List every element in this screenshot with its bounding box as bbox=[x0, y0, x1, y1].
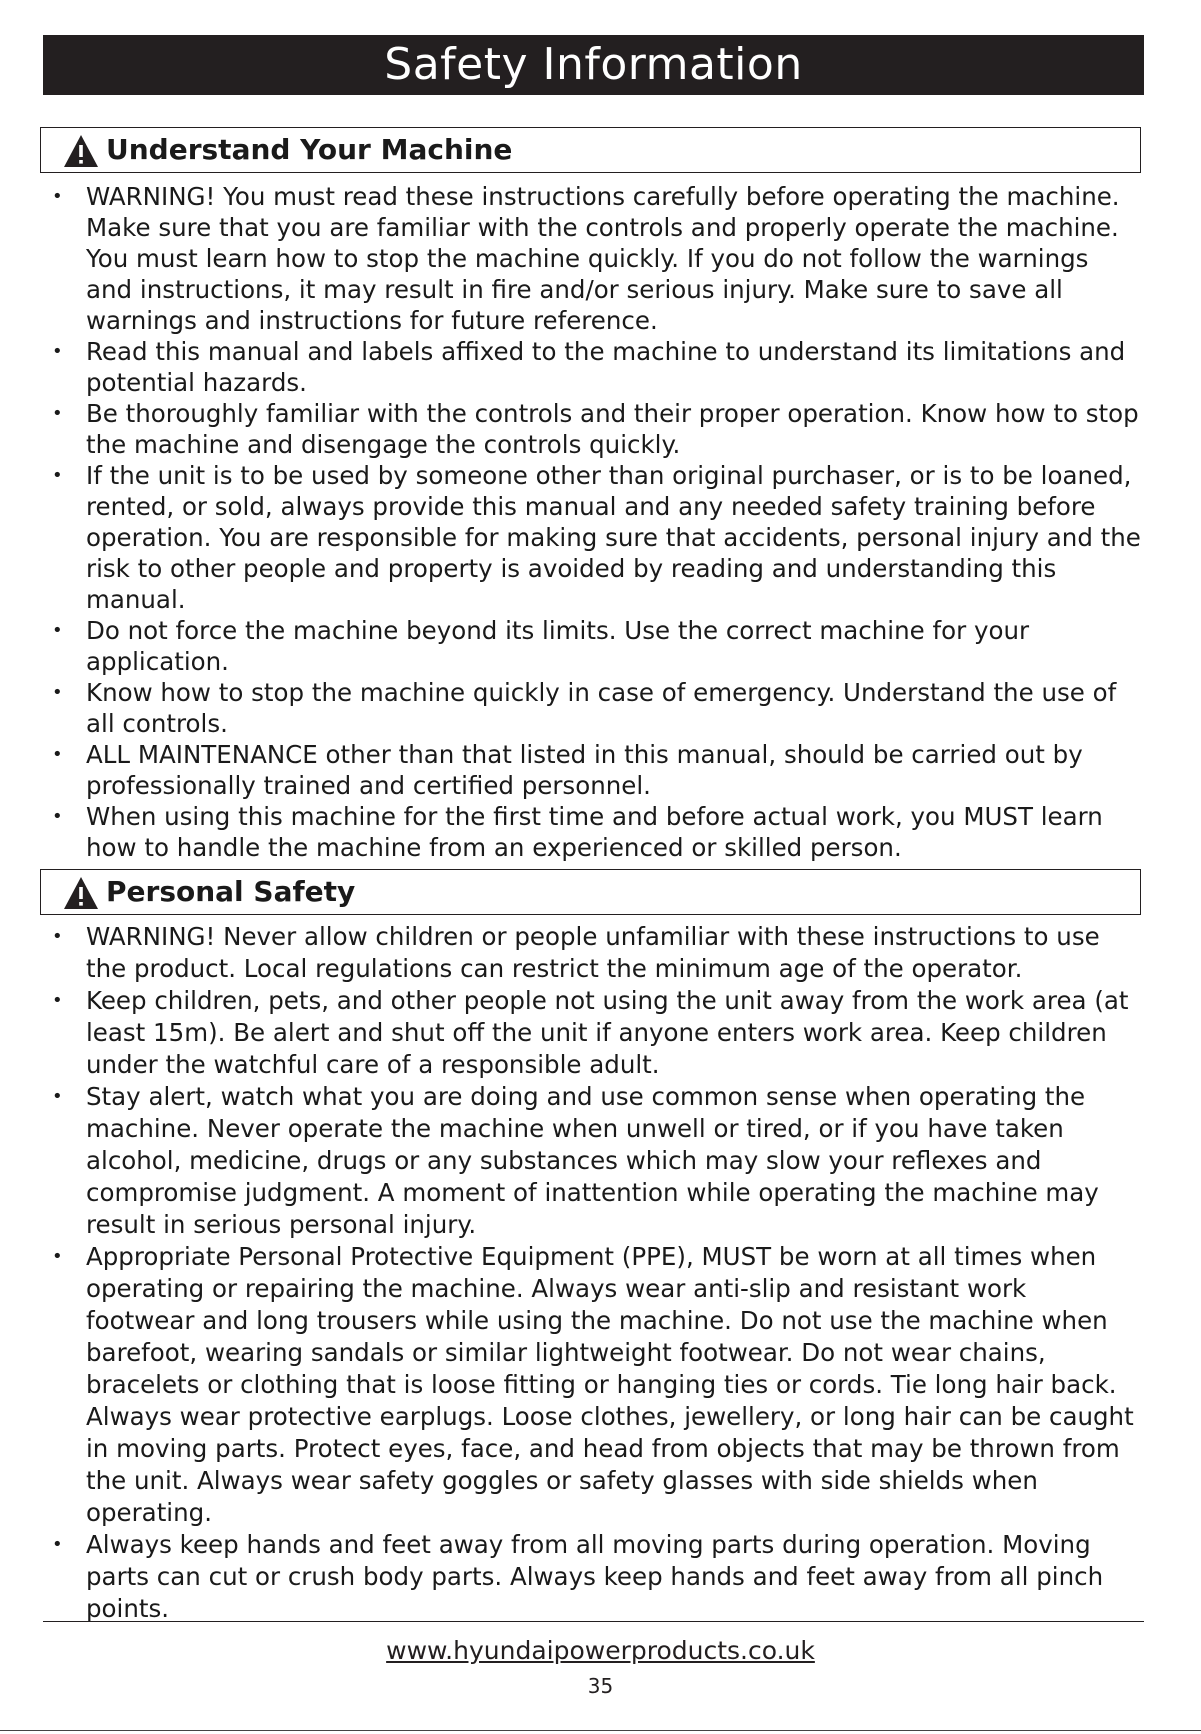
section-header-understand-your-machine bbox=[40, 127, 1141, 173]
warning-triangle-icon bbox=[63, 876, 99, 910]
page-title: Safety Information bbox=[43, 35, 1144, 95]
list-item: • Keep children, pets, and other people not using the unit away from the work area (at least 15m). Be alert and shut off the unit if anyone enters work area. Keep children under the watchful care of a responsible adult. bbox=[52, 985, 1142, 1081]
footer-website-link[interactable]: www.hyundaipowerproducts.co.uk bbox=[386, 1636, 815, 1665]
list-item: • Appropriate Personal Protective Equipment (PPE), MUST be worn at all times when operating or repairing the machine. Always wear anti-slip and resistant work footwear and long trousers while using the machine. Do not use the machine when barefoot, wearing sandals or similar lightweight footwear. Do not wear chains, bracelets or clothing that is loose fitting or hanging ties or cords. Tie long hair back. Always wear protective earplugs. Loose clothes, jewellery, or long hair can be caught in moving parts. Protect eyes, face, and head from objects that may be thrown from the unit. Always wear safety goggles or safety glasses with side shields when operating. bbox=[52, 1241, 1142, 1529]
section-header-personal-safety bbox=[40, 869, 1141, 915]
list-item: • Do not force the machine beyond its limits. Use the correct machine for your application. bbox=[52, 615, 1142, 677]
footer-divider bbox=[43, 1621, 1144, 1622]
warning-triangle-icon bbox=[63, 134, 99, 168]
list-item: • Know how to stop the machine quickly in case of emergency. Understand the use of all controls. bbox=[52, 677, 1142, 739]
list-item: • Read this manual and labels affixed to the machine to understand its limitations and potential hazards. bbox=[52, 336, 1142, 398]
page-bottom-edge bbox=[0, 1730, 1201, 1731]
bullet-list-understand-your-machine bbox=[52, 181, 1142, 863]
list-item: • Always keep hands and feet away from all moving parts during operation. Moving parts can cut or crush body parts. Always keep hands and feet away from all pinch points. bbox=[52, 1529, 1142, 1625]
list-item: • If the unit is to be used by someone other than original purchaser, or is to be loaned, rented, or sold, always provide this manual and any needed safety training before operation. You are responsible for making sure that accidents, personal injury and the risk to other people and property is avoided by reading and understanding this manual. bbox=[52, 460, 1142, 615]
bullet-list-personal-safety bbox=[52, 921, 1142, 1625]
list-item: • WARNING! You must read these instructions carefully before operating the machine. Make sure that you are familiar with the controls and properly operate the machine. You must learn how to stop the machine quickly. If you do not follow the warnings and instructions, it may result in fire and/or serious injury. Make sure to save all warnings and instructions for future reference. bbox=[52, 181, 1142, 336]
section-title: Understand Your Machine bbox=[106, 133, 513, 166]
page-number: 35 bbox=[587, 1674, 614, 1698]
list-item: • Be thoroughly familiar with the controls and their proper operation. Know how to stop the machine and disengage the controls quickly. bbox=[52, 398, 1142, 460]
list-item: • When using this machine for the first time and before actual work, you MUST learn how to handle the machine from an experienced or skilled person. bbox=[52, 801, 1142, 863]
list-item: • Stay alert, watch what you are doing and use common sense when operating the machine. Never operate the machine when unwell or tired, or if you have taken alcohol, medicine, drugs or any substances which may slow your reflexes and compromise judgment. A moment of inattention while operating the machine may result in serious personal injury. bbox=[52, 1081, 1142, 1241]
list-item: • WARNING! Never allow children or people unfamiliar with these instructions to use the product. Local regulations can restrict the minimum age of the operator. bbox=[52, 921, 1142, 985]
list-item: • ALL MAINTENANCE other than that listed in this manual, should be carried out by professionally trained and certified personnel. bbox=[52, 739, 1142, 801]
section-title: Personal Safety bbox=[106, 875, 356, 908]
